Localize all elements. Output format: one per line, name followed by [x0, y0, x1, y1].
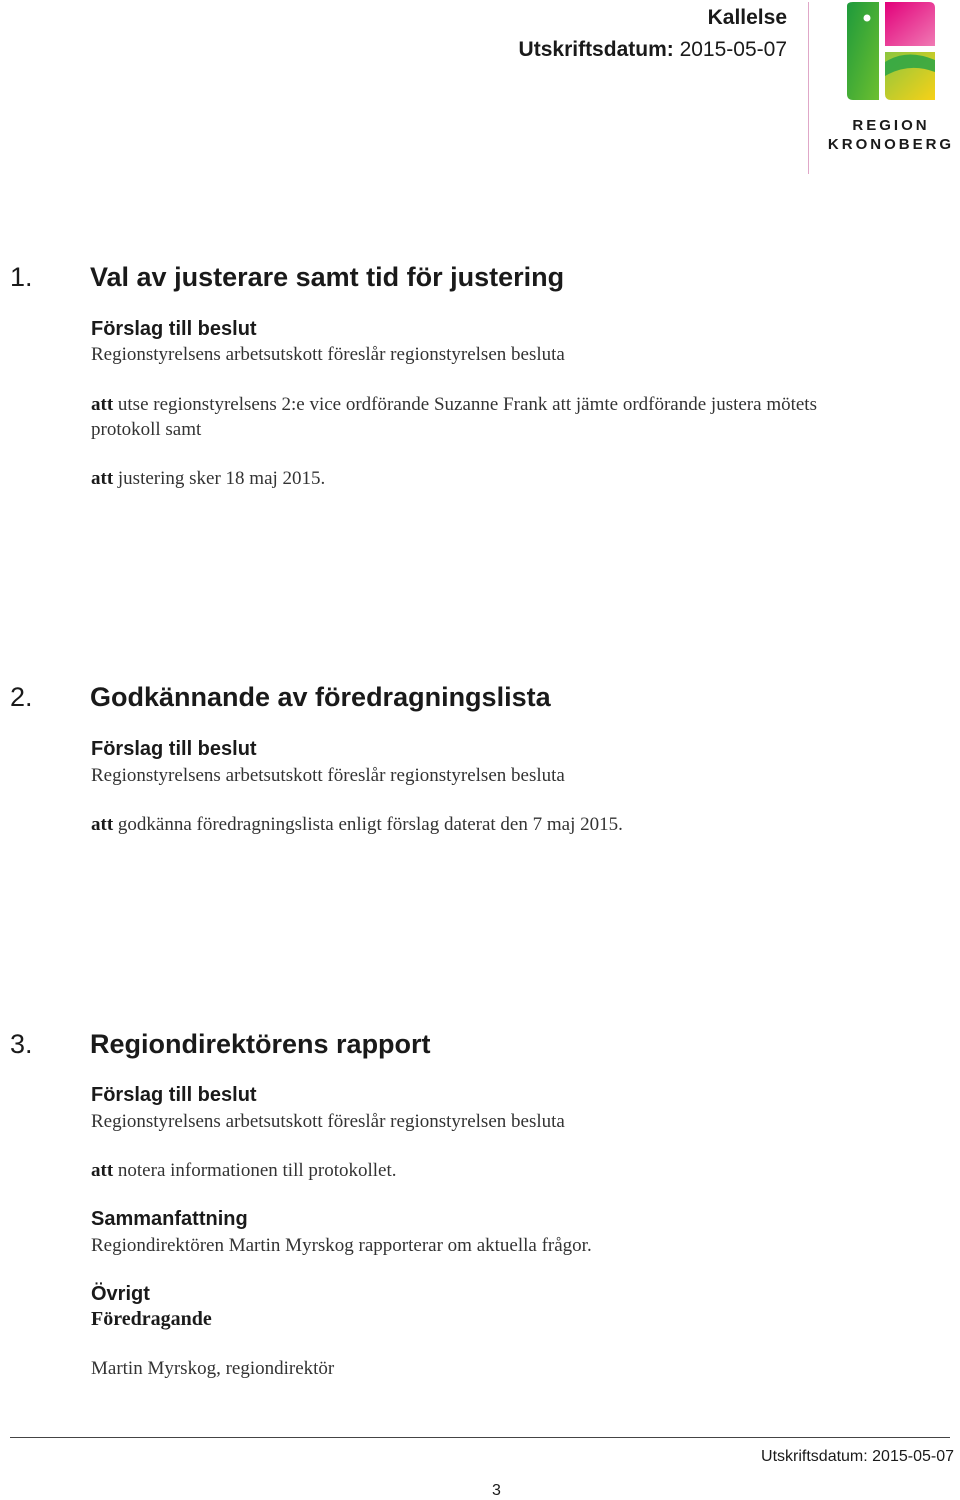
presenter-name: Martin Myrskog, regiondirektör — [91, 1358, 335, 1379]
att-label: att — [91, 1160, 114, 1181]
decision-text: notera informationen till protokollet. — [117, 1160, 397, 1181]
summary-heading: Sammanfattning — [91, 1208, 248, 1230]
proposal-text: Regionstyrelsens arbetsutskott föreslår regionstyrelsen besluta — [91, 765, 565, 786]
section-3-heading — [10, 1029, 431, 1060]
section-number: 3. — [10, 1029, 33, 1059]
logo-text-kronoberg: KRONOBERG — [827, 136, 955, 153]
decision-item — [91, 1158, 851, 1183]
att-label: att — [91, 468, 114, 489]
section-2-heading — [10, 682, 551, 713]
presenter-heading: Föredragande — [91, 1308, 212, 1330]
document-type: Kallelse — [707, 6, 787, 29]
footer-print-value: 2015-05-07 — [872, 1448, 954, 1465]
logo-wordmark — [822, 116, 960, 154]
page-number: 3 — [492, 1482, 501, 1499]
decision-item — [91, 466, 851, 491]
summary-text: Regiondirektören Martin Myrskog rapporterar om aktuella frågor. — [91, 1235, 592, 1256]
att-label: att — [91, 814, 114, 835]
section-title: Regiondirektörens rapport — [90, 1029, 431, 1059]
att-label: att — [91, 394, 114, 415]
section-1-heading — [10, 262, 564, 293]
other-heading: Övrigt — [91, 1283, 150, 1305]
section-number: 1. — [10, 262, 33, 292]
proposal-heading: Förslag till beslut — [91, 1084, 257, 1106]
decision-item — [91, 812, 851, 837]
proposal-heading: Förslag till beslut — [91, 318, 257, 340]
footer-print-label: Utskriftsdatum: — [761, 1448, 868, 1465]
decision-item — [91, 392, 831, 442]
section-title: Val av justerare samt tid för justering — [90, 262, 565, 292]
decision-text: justering sker 18 maj 2015. — [117, 468, 326, 489]
decision-text: utse regionstyrelsens 2:e vice ordförande Suzanne Frank att jämte ordförande justera mötets protokoll samt — [91, 394, 817, 440]
footer-print-date — [761, 1448, 954, 1466]
section-number: 2. — [10, 682, 33, 712]
proposal-text: Regionstyrelsens arbetsutskott föreslår regionstyrelsen besluta — [91, 1111, 565, 1132]
proposal-heading: Förslag till beslut — [91, 738, 257, 760]
logo-text-region: REGION — [852, 117, 930, 134]
region-kronoberg-logo-icon — [845, 2, 937, 102]
proposal-text: Regionstyrelsens arbetsutskott föreslår regionstyrelsen besluta — [91, 344, 565, 365]
print-date-header — [519, 38, 787, 62]
section-title: Godkännande av föredragningslista — [90, 682, 551, 712]
decision-text: godkänna föredragningslista enligt förslag daterat den 7 maj 2015. — [117, 814, 623, 835]
header-divider — [808, 2, 809, 174]
footer-divider — [10, 1437, 950, 1438]
print-date-label: Utskriftsdatum: — [518, 38, 674, 61]
print-date-value: 2015-05-07 — [679, 38, 787, 61]
